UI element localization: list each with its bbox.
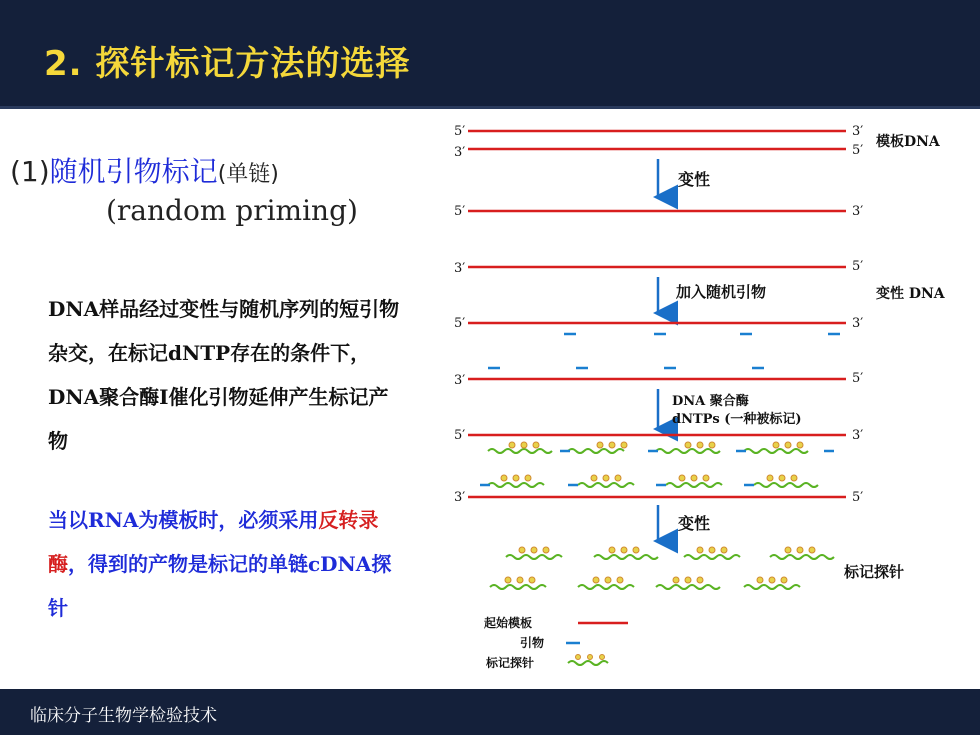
legend-template-label: 起始模板 <box>484 616 533 630</box>
method-english: (random priming) <box>106 194 358 227</box>
s3-3: 3′ <box>852 316 864 331</box>
labeled-probe-label: 标记探针 <box>844 563 905 581</box>
template-dna-label: 模板DNA <box>876 134 940 150</box>
extended-products-2 <box>480 475 818 487</box>
step-denature-2: 变性 <box>678 514 711 533</box>
s3-5: 5′ <box>454 316 466 331</box>
s4-3: 3′ <box>454 373 466 388</box>
s6-3: 3′ <box>454 490 466 505</box>
diagram-svg <box>428 109 980 689</box>
method-note: (单链) <box>217 162 279 187</box>
legend-primer-label: 引物 <box>520 636 545 650</box>
s1-3: 3′ <box>852 204 864 219</box>
s0-top-5: 5′ <box>454 124 466 139</box>
s2-5: 5′ <box>852 259 864 274</box>
s6-5: 5′ <box>852 490 864 505</box>
step-add-primers: 加入随机引物 <box>676 283 767 301</box>
random-priming-diagram <box>428 109 980 689</box>
section-number: (1) <box>10 155 50 188</box>
rna-note-part2: ，得到的产物是标记的单链cDNA探针 <box>48 552 392 620</box>
step-dntps: dNTPs (一种被标记) <box>672 412 802 427</box>
denatured-dna-label: 变性 DNA <box>876 286 945 302</box>
s0-bot-5: 5′ <box>852 143 864 158</box>
rna-note-part1: 当以RNA为模板时，必须采用 <box>48 508 319 532</box>
legend-probe-swatch <box>568 661 608 665</box>
slide-footer <box>0 689 980 735</box>
s5-3: 3′ <box>852 428 864 443</box>
diagram-legend <box>484 615 628 670</box>
s5-5: 5′ <box>454 428 466 443</box>
legend-probe-label: 标记探针 <box>486 656 535 670</box>
slide-header <box>0 0 980 106</box>
method-description: DNA样品经过变性与随机序列的短引物杂交，在标记dNTP存在的条件下，DNA聚合酶Ⅰ催化引物延伸产生标记产物 <box>48 297 400 453</box>
s2-3: 3′ <box>454 261 466 276</box>
step-polymerase: DNA 聚合酶 <box>672 394 749 409</box>
s0-top-3: 3′ <box>852 124 864 139</box>
s1-5: 5′ <box>454 204 466 219</box>
step-denature-1: 变性 <box>678 170 711 189</box>
method-name: 随机引物标记 <box>49 155 218 188</box>
labeled-probes <box>490 547 834 589</box>
reverse-transcriptase-highlight: 反转录酶 <box>48 508 379 576</box>
extended-products-1 <box>488 442 834 453</box>
slide-title: 2. 探针标记方法的选择 <box>44 44 411 84</box>
section-heading <box>10 150 279 190</box>
s0-bot-3: 3′ <box>454 145 466 160</box>
s4-5: 5′ <box>852 371 864 386</box>
course-name: 临床分子生物学检验技术 <box>30 706 217 726</box>
rna-template-note <box>48 498 408 630</box>
